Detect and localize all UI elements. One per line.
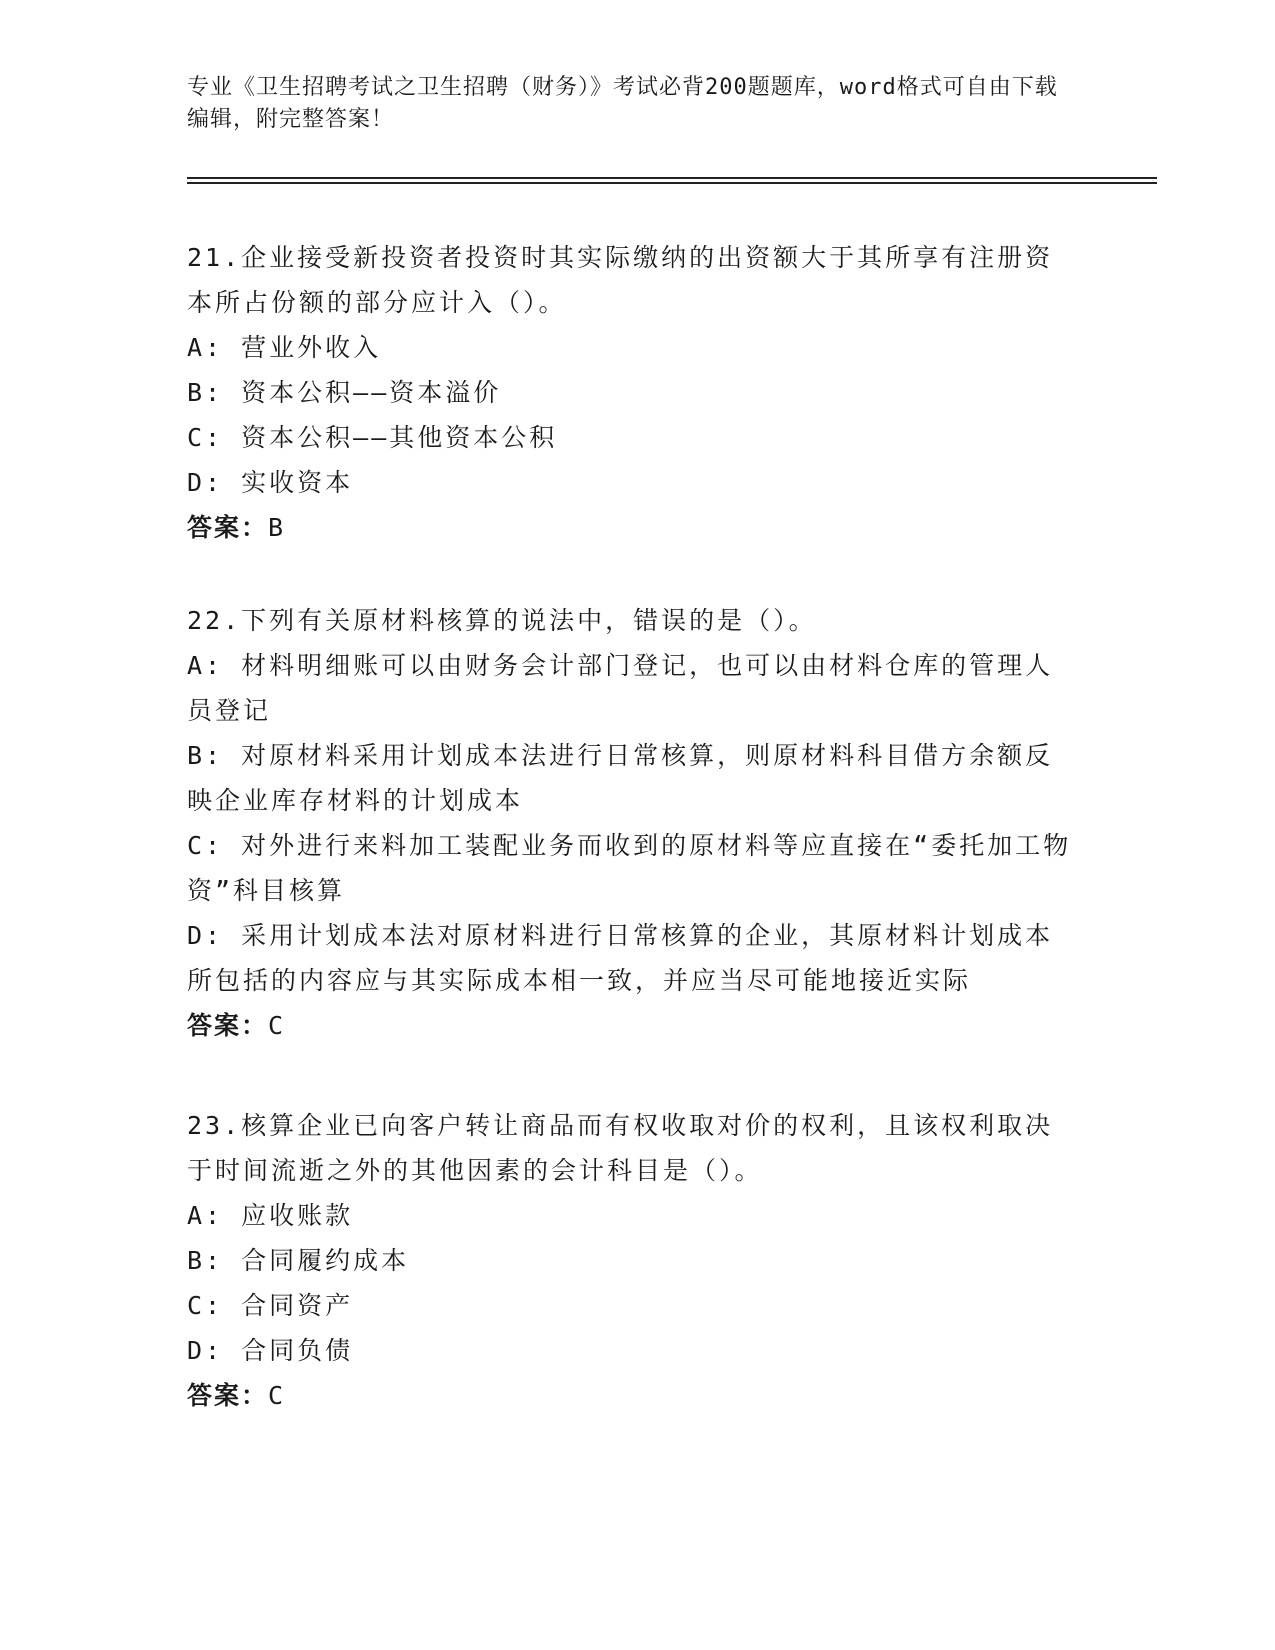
- answer-line: [187, 1003, 1077, 1048]
- answer-label: 答案：: [187, 513, 269, 542]
- option-a: A: 营业外收入: [187, 333, 382, 362]
- option-d: D: 实收资本: [187, 468, 354, 497]
- option-c: C: 合同资产: [187, 1291, 354, 1320]
- option-d: D: 采用计划成本法对原材料进行日常核算的企业，其原材料计划成本所包括的内容应与其实际成本相一致，并应当尽可能地接近实际: [187, 921, 1054, 995]
- answer-line: [187, 505, 1077, 550]
- answer-label: 答案：: [187, 1381, 269, 1410]
- question-stem: 21.企业接受新投资者投资时其实际缴纳的出资额大于其所享有注册资本所占份额的部分应计入（）。: [187, 243, 1054, 317]
- option-d: D: 合同负债: [187, 1336, 354, 1365]
- question-21: [187, 235, 1077, 550]
- question-22: [187, 598, 1077, 1048]
- answer-line: [187, 1373, 1077, 1418]
- answer-value: B: [268, 513, 286, 542]
- answer-value: C: [268, 1011, 286, 1040]
- answer-value: C: [268, 1381, 286, 1410]
- option-b: B: 合同履约成本: [187, 1246, 410, 1275]
- question-23: [187, 1103, 1077, 1418]
- option-a: A: 材料明细账可以由财务会计部门登记，也可以由材料仓库的管理人员登记: [187, 651, 1054, 725]
- header-divider-top: [187, 177, 1157, 179]
- option-a: A: 应收账款: [187, 1201, 354, 1230]
- header-divider-bottom: [187, 182, 1157, 184]
- answer-label: 答案：: [187, 1011, 269, 1040]
- document-header: 专业《卫生招聘考试之卫生招聘（财务）》考试必背200题题库，word格式可自由下载编辑，附完整答案！: [187, 75, 1058, 132]
- option-b: B: 资本公积——资本溢价: [187, 378, 502, 407]
- question-stem: 23.核算企业已向客户转让商品而有权收取对价的权利，且该权利取决于时间流逝之外的其他因素的会计科目是（）。: [187, 1111, 1054, 1185]
- option-c: C: 对外进行来料加工装配业务而收到的原材料等应直接在“委托加工物资”科目核算: [187, 831, 1072, 905]
- question-stem: 22.下列有关原材料核算的说法中，错误的是（）。: [187, 606, 817, 635]
- option-c: C: 资本公积——其他资本公积: [187, 423, 558, 452]
- option-b: B: 对原材料采用计划成本法进行日常核算，则原材料科目借方余额反映企业库存材料的计划成本: [187, 741, 1054, 815]
